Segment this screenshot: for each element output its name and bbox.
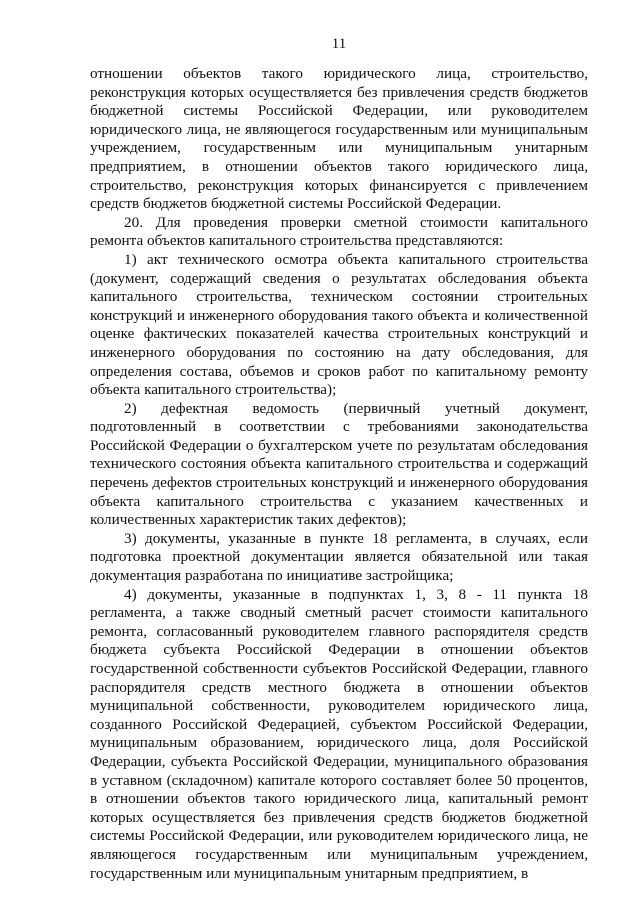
paragraph-continuation: отношении объектов такого юридического лица, строительство, реконструкция которых осуществляется без привлечения средств бюджетов бюджетной системы Российской Федерации, или руководителем юридического лица, не являющегося государственным или муниципальным учреждением, государственным или муниципальным унитарным предприятием, в отношении объектов такого юридического лица, строительство, реконструкция которых финансируется с привлечением средств бюджетов бюджетной системы Российской Федерации. xyxy=(90,65,588,213)
paragraph-subitem-3: 3) документы, указанные в пункте 18 регламента, в случаях, если подготовка проектной документации является обязательной или такая документация разработана по инициативе застройщика; xyxy=(90,529,588,585)
paragraph-item-20: 20. Для проведения проверки сметной стоимости капитального ремонта объектов капитального строительства представляются: xyxy=(90,213,588,250)
paragraph-subitem-1: 1) акт технического осмотра объекта капитального строительства (документ, содержащий сведения о результатах обследования объекта капитального строительства, техническом состоянии строительных конструкций и инженерного оборудования такого объекта и количественной оценке фактических показателей качества строительных конструкций и инженерного оборудования по состоянию на дату обследования, для определения состава, объемов и сроков работ по капитальному ремонту объекта капитального строительства); xyxy=(90,250,588,399)
page-number: 11 xyxy=(331,36,347,52)
paragraph-subitem-4: 4) документы, указанные в подпунктах 1, 3, 8 - 11 пункта 18 регламента, а также сводный сметный расчет стоимости капитального ремонта, согласованный руководителем главного распорядителя средств бюджета субъекта Российской Федерации в отношении объектов государственной собственности субъектов Российской Федерации, главного распорядителя средств местного бюджета в отношении объектов муниципальной собственности, руководителем юридического лица, созданного Российской Федерацией, субъектом Российской Федерации, муниципальным образованием, юридического лица, доля Российской Федерации, субъекта Российской Федерации, муниципального образования в уставном (складочном) капитале которого составляет более 50 процентов, в отношении объектов такого юридического лица, капитальный ремонт которых осуществляется без привлечения средств бюджетов бюджетной системы Российской Федерации, или руководителем юридического лица, не являющегося государственным или муниципальным учреждением, государственным или муниципальным унитарным предприятием, в xyxy=(90,585,588,882)
paragraph-subitem-2: 2) дефектная ведомость (первичный учетный документ, подготовленный в соответствии с требованиями законодательства Российской Федерации о бухгалтерском учете по результатам обследования технического состояния объекта капитального строительства и содержащий перечень дефектов строительных конструкций и инженерного оборудования объекта капитального строительства с указанием качественных и количественных характеристик таких дефектов); xyxy=(90,399,588,529)
